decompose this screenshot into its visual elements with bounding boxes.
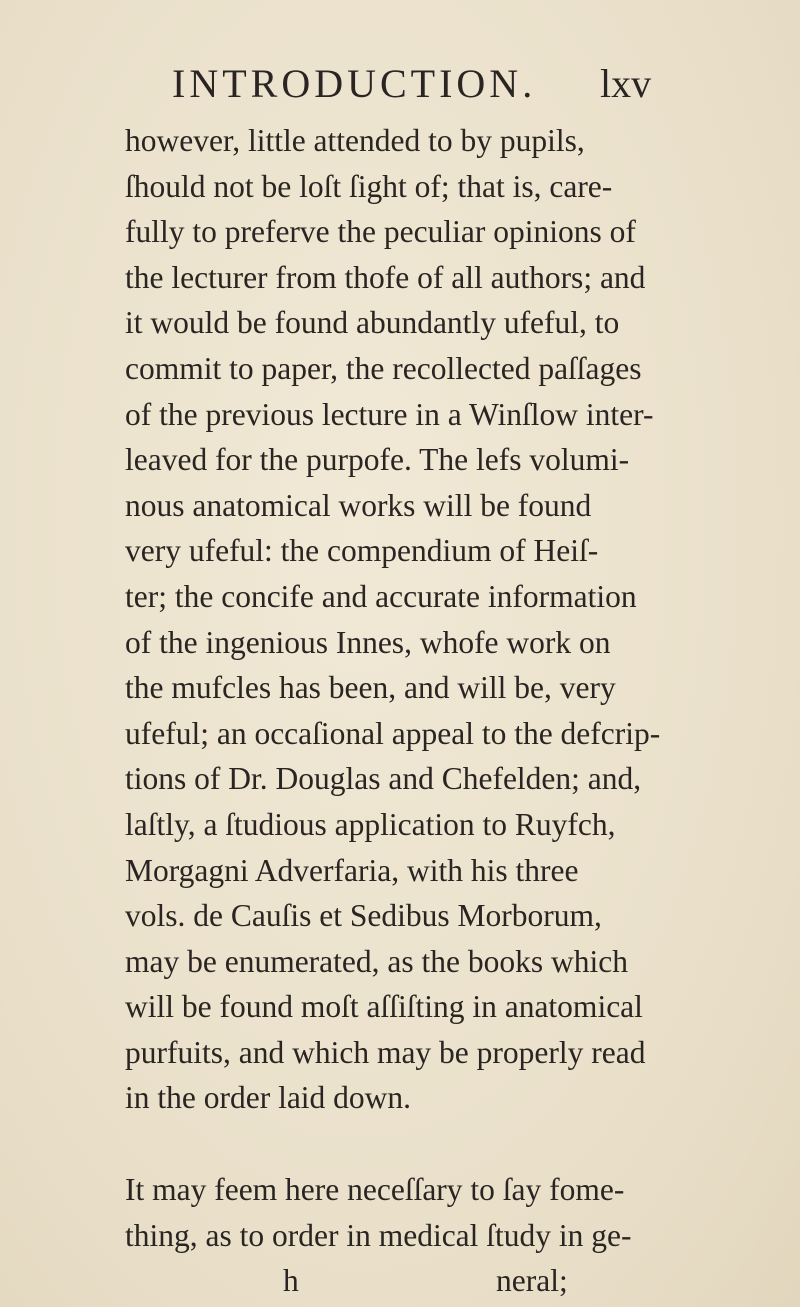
text-line: the lecturer from thofe of all authors; and bbox=[125, 259, 646, 295]
text-line: may be enumerated, as the books which bbox=[125, 943, 628, 979]
paragraph-gap bbox=[125, 1121, 735, 1167]
page-number: lxv bbox=[600, 61, 652, 106]
signature-mark: h bbox=[283, 1263, 299, 1299]
text-line: in the order laid down. bbox=[125, 1080, 412, 1116]
text-line: however, little attended to by pupils, bbox=[125, 123, 585, 158]
text-line: will be found moſt aſſiſting in anatomical bbox=[125, 989, 643, 1025]
text-line: it would be found abundantly ufeful, to bbox=[125, 305, 620, 341]
text-line: of the previous lecture in a Winſlow inter- bbox=[125, 396, 654, 432]
text-line: ufeful; an occaſional appeal to the defcrip- bbox=[125, 715, 661, 751]
text-line: ter; the concife and accurate information bbox=[125, 578, 637, 614]
text-line: Morgagni Adverfaria, with his three bbox=[125, 852, 579, 888]
text-line: nous anatomical works will be found bbox=[125, 487, 592, 523]
text-line: leaved for the purpofe. The lefs volumi- bbox=[125, 442, 630, 478]
text-line: commit to paper, the recollected paſſages bbox=[125, 350, 642, 386]
running-title: INTRODUCTION. bbox=[172, 61, 537, 106]
page-footer bbox=[125, 1258, 735, 1304]
text-line: ſhould not be loſt ſight of; that is, care- bbox=[125, 168, 613, 204]
text-line: tions of Dr. Douglas and Chefelden; and, bbox=[125, 761, 642, 797]
catchword: neral; bbox=[496, 1263, 568, 1299]
text-line: laſtly, a ſtudious application to Ruyfch, bbox=[125, 806, 616, 842]
text-line: very ufeful: the compendium of Heiſ- bbox=[125, 533, 599, 569]
body-text bbox=[125, 118, 735, 1304]
text-line: purfuits, and which may be properly read bbox=[125, 1034, 646, 1070]
running-header bbox=[172, 60, 692, 108]
text-line: thing, as to order in medical ſtudy in ge- bbox=[125, 1217, 632, 1253]
text-line: vols. de Cauſis et Sedibus Morborum, bbox=[125, 898, 602, 934]
text-line: fully to preferve the peculiar opinions of bbox=[125, 214, 636, 250]
paragraph-1 bbox=[125, 118, 735, 1121]
text-line: the mufcles has been, and will be, very bbox=[125, 670, 616, 706]
text-line: of the ingenious Innes, whofe work on bbox=[125, 624, 611, 660]
paragraph-2 bbox=[125, 1167, 735, 1258]
text-line: It may feem here neceſſary to ſay fome- bbox=[125, 1172, 625, 1208]
